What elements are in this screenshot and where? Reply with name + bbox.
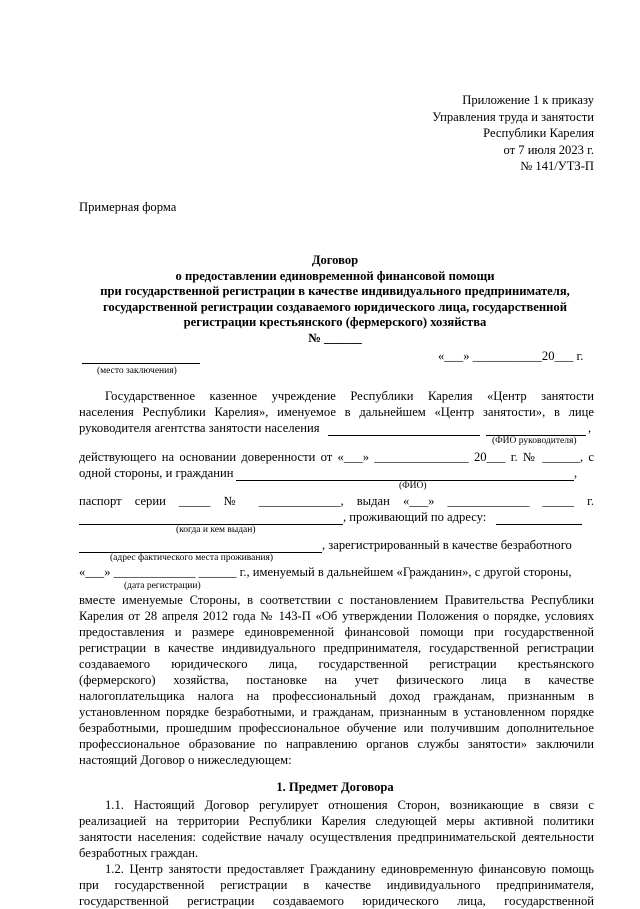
party-line: Государственное казенное учреждение Республики Карелия «Центр занятости: [105, 389, 594, 403]
address-underline: [496, 524, 582, 525]
fio-caption: (ФИО): [399, 481, 427, 491]
paragraph-line: реализацией на территории Республики Карелия следующей меры активной политики: [79, 814, 594, 828]
title-line: при государственной регистрации в качестве индивидуального предпринимателя,: [100, 284, 570, 299]
issued-caption: (когда и кем выдан): [176, 525, 256, 535]
party-line: , проживающий по адресу:: [343, 510, 487, 524]
body-line: безработными, прошедшим профессиональное обучение или получившим дополнительное: [79, 721, 594, 735]
appendix-line: Управления труда и занятости: [432, 109, 594, 124]
appendix-line: Приложение 1 к приказу: [462, 93, 594, 107]
party-line: населения Республики Карелия», именуемое в дальнейшем «Центр занятости», в лице: [79, 405, 594, 419]
body-line: профессиональное образование по направлению органов службы занятости» заключили: [79, 737, 594, 751]
appendix-line: Республики Карелия: [483, 126, 594, 140]
title-line: Договор: [311, 253, 359, 267]
body-line: создаваемого юридического лица, государственной регистрации крестьянского: [79, 657, 594, 671]
title-line: о предоставлении единовременной финансовой помощи: [175, 268, 495, 283]
appendix-line: № 141/УТЗ-П: [520, 159, 594, 173]
fio-head-caption: (ФИО руководителя): [492, 436, 577, 446]
body-line: настоящий Договор о нижеследующем:: [79, 753, 292, 767]
body-line: установленном порядке безработными, и гражданам, признанным в установленном порядке: [79, 705, 594, 719]
section-heading: 1. Предмет Договора: [276, 780, 394, 794]
party-line: действующего на основании доверенности от «___» _______________ 20___ г. № ______, с: [79, 450, 594, 464]
reg-date-caption: (дата регистрации): [124, 581, 201, 591]
title-number: № ______: [308, 330, 362, 345]
body-line: предоставления и размере единовременной финансовой помощи при государственной: [79, 625, 594, 639]
party-line: одной стороны, и гражданин: [79, 466, 234, 480]
appendix-line: от 7 июля 2023 г.: [503, 142, 594, 157]
passport-line: паспорт серии _____ № _____________, выдан «___» _____________ _____ г.: [79, 494, 594, 508]
place-underline: [82, 363, 200, 364]
paragraph-line: 1.1. Настоящий Договор регулирует отношения Сторон, возникающие в связи с: [105, 798, 594, 812]
contract-date: «___» ___________20___ г.: [438, 349, 584, 363]
paragraph-line: безработных граждан.: [79, 846, 199, 860]
paragraph-line: занятости населения: содействие началу осуществления предпринимательской деятельности: [79, 830, 594, 844]
address-caption: (адрес фактического места проживания): [110, 553, 274, 563]
party-line: , зарегистрированный в качестве безработного: [322, 538, 572, 552]
party-line: «___» _____________ ______ г., именуемый в дальнейшем «Гражданин», с другой стороны,: [79, 565, 572, 579]
comma: ,: [574, 466, 578, 480]
body-line: налогоплательщика налога на профессиональный доход гражданам, признанным в: [79, 689, 594, 703]
document-title: [60, 253, 610, 347]
comma: ,: [588, 421, 592, 435]
form-label: Примерная форма: [79, 200, 177, 214]
paragraph-line: при государственной регистрации в качестве индивидуального предпринимателя,: [79, 878, 594, 892]
place-caption: (место заключения): [97, 366, 177, 376]
body-line: Карелия от 28 апреля 2012 года № 143-П «Об утверждении Положения о порядке, условиях: [79, 609, 594, 623]
title-line: государственной регистрации создаваемого юридического лица, государственной: [103, 299, 567, 314]
body-line: (фермерского) хозяйства, постановке на учет физического лица в качестве: [79, 673, 594, 687]
paragraph-line: государственной регистрации создаваемого юридического лица, государственной: [79, 894, 594, 908]
title-line: регистрации крестьянского (фермерского) хозяйства: [183, 315, 487, 330]
party-line: руководителя агентства занятости населения: [79, 421, 320, 435]
body-line: вместе именуемые Стороны, в соответствии с постановлением Правительства Республики: [79, 593, 594, 607]
body-line: регистрации в качестве индивидуального предпринимателя, государственной регистрации: [79, 641, 594, 655]
paragraph-line: 1.2. Центр занятости предоставляет Гражданину единовременную финансовую помощь: [105, 862, 594, 876]
appendix-block: [432, 92, 594, 175]
head-name-underline: [328, 435, 480, 436]
